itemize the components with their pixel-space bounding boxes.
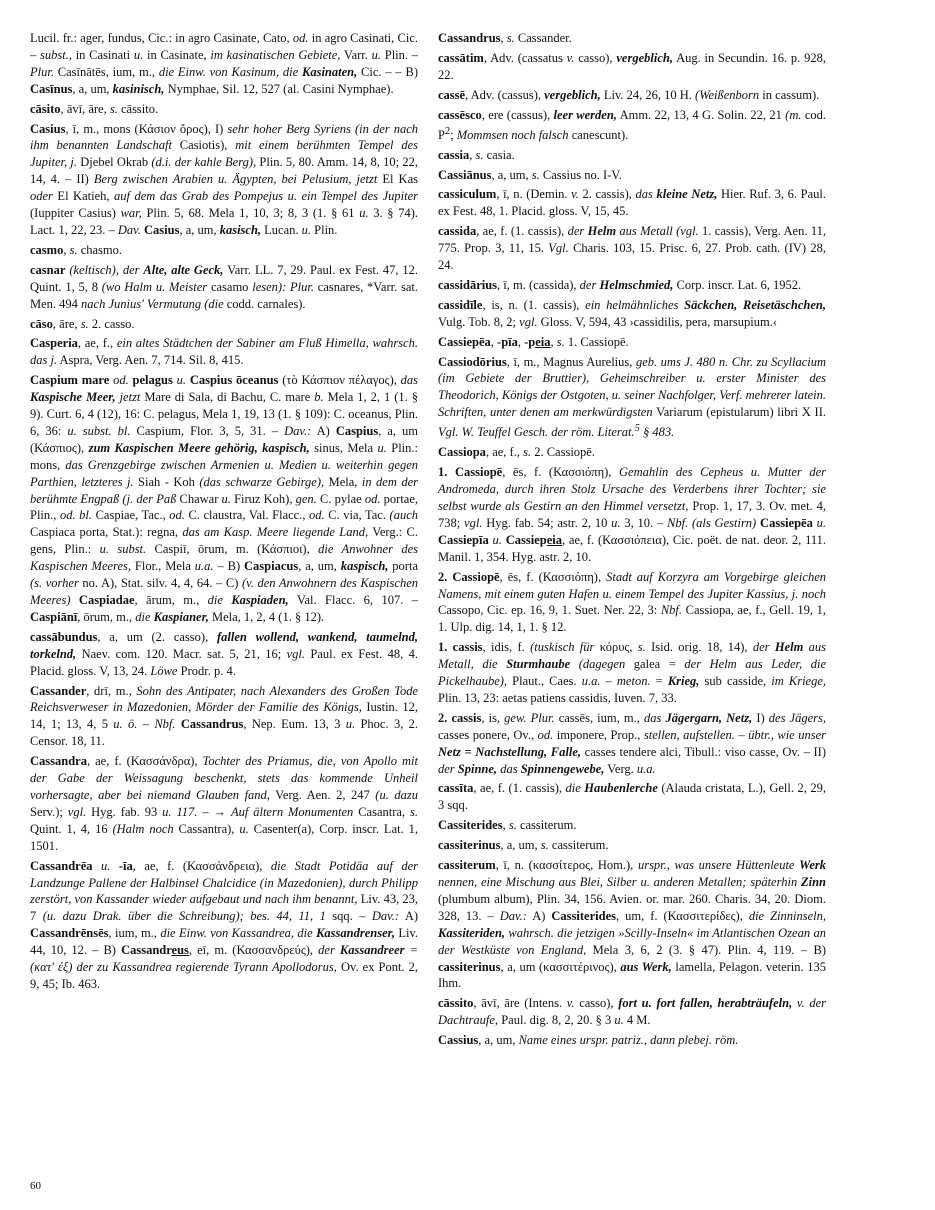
dictionary-entry: cassē, Adv. (cassus), vergeblich, Liv. 24, 26, 10 H. (Weißenborn in cassum).	[438, 87, 820, 102]
dictionary-entry: Cassandrus, s. Cassander.	[438, 31, 572, 45]
dictionary-entry: cassida, ae, f. (1. cassis), der Helm aus Metall (vgl. 1. cassis), Verg. Aen. 11, 775. Prop. 3, 11, 15. Vgl. Charis. 103, 15. Prisc. 6, 27. Prob. cath. (IV) 28, 24.	[438, 224, 826, 273]
dictionary-entry: 2. cassis, is, gew. Plur. cassēs, ium, m., das Jägergarn, Netz, I) des Jägers, casses ponere, Ov., od. imponere, Prop., stellen, aufstellen. – übtr., wie unser Netz = Nachstellung, Falle, casses tendere alci, Tibull.: viso casse, Ov. – II) der Spinne, das Spinnengewebe, Verg. u.a.	[438, 710, 826, 776]
dictionary-entry: Cassiopa, ae, f., s. 2. Cassiopē.	[438, 445, 595, 460]
right-column	[438, 30, 826, 1052]
dictionary-entry: Cassiodōrius, ī, m., Magnus Aurelius, geb. ums J. 480 n. Chr. zu Scyllacium (im Gebiete der Bruttier), Geheimschreiber u. erster Minister des Theodorich, Königs der Ostgoten, u. seiner Nachfolger, Verf. mehrerer latein. Schriften, unter denen am merkwürdigsten Variarum (epistularum) libri X II. Vgl. W. Teuffel Gesch. der röm. Literat.$^5$ § 483.	[438, 354, 826, 440]
dictionary-entry: casmo, s. chasmo.	[30, 242, 123, 257]
dictionary-entry: cassidīle, is, n. (1. cassis), ein helmähnliches Säckchen, Reisetäschchen, Vulg. Tob. 8, 2; vgl. Gloss. V, 594, 43 ›cassidilis, pera, marsupium.‹	[438, 297, 826, 329]
dictionary-entry: 1. cassis, idis, f. (tuskisch für κόρυς, s. Isid. orig. 18, 14), der Helm aus Metall, die Sturmhaube (dagegen galea = der Helm aus Leder, die Pickelhaube), Plaut., Caes. u.a. – meton. = Krieg, sub casside, im Kriege, Plin. 13, 23: aetas patiens cassidis, Iuven. 7, 33.	[438, 640, 827, 705]
dictionary-entry: Cassandra, ae, f. (Κασσάνδρα), Tochter des Priamus, die, von Apollo mit der Gabe der Weissagung beschenkt, stets das kommende Unheil vorhersagte, aber bei niemand Glauben fand, Verg. Aen. 2, 247 (u. dazu Serv.); vgl. Hyg. fab. 93 u. 117. – → Auf ältern Monumenten Casantra, s. Quint. 1, 4, 16 (Halm noch Cassantra), u. Casenter(a), Corp. inscr. Lat. 1, 1501.	[30, 754, 418, 853]
dictionary-entry: Lucil. fr.: ager, fundus, Cic.: in agro Casinate, Cato, od. in agro Casinati, Cic. – subst., in Casinati u. in Casinate, im kasinatischen Gebiete, Varr. u. Plin. – Plur. Casīnātēs, ium, m., die Einw. von Kasinum, die Kasinaten, Cic. – – B) Casīnus, a, um, kasinisch, Nymphae, Sil. 12, 527 (al. Casini Nymphae).	[30, 31, 419, 96]
left-column	[30, 30, 418, 996]
dictionary-entry: cāssito, āvī, āre (Intens. v. casso), fort u. fort fallen, herabträufeln, v. der Dachtraufe, Paul. dig. 8, 2, 20. § 3 u. 4 M.	[438, 996, 826, 1028]
dictionary-entry: Cassius, a, um, Name eines urspr. patriz., dann plebej. röm.	[438, 1033, 739, 1048]
dictionary-entry: cāso, āre, s. 2. casso.	[30, 316, 135, 331]
dictionary-entry: cassātim, Adv. (cassatus v. casso), vergeblich, Aug. in Secundin. 16. p. 928, 22.	[438, 50, 826, 82]
dictionary-entry: cassidārius, ī, m. (cassida), der Helmschmied, Corp. inscr. Lat. 6, 1952.	[438, 277, 802, 292]
dictionary-entry: Cassiepēa, -pīa, -peia, s. 1. Cassiopē.	[438, 334, 629, 349]
dictionary-entry: Caspium mare od. pelagus u. Caspius ōceanus (τὸ Κάσπιον πέλαγος), das Kaspische Meer, jetzt Mare di Sala, di Bachu, C. mare b. Mela 1, 2, 1 (1. § 9). Curt. 6, 4 (12), 16: C. pelagus, Mela 1, 19, 13 (1. § 109): C. oceanus, Plin. 6, 36: u. subst. bl. Caspium, Flor. 3, 5, 31. – Dav.: A) Caspius, a, um (Κάσπιος), zum Kaspischen Meere gehörig, kaspisch, sinus, Mela u. Plin.: mons, das Grenzgebirge zwischen Armenien u. Medien u. weiterhin gegen Parthien, letzteres j. Siah - Koh (das schwarze Gebirge), Mela, in dem der berühmte Engpaß (j. der Paß Chawar u. Firuz Koh), gen. C. pylae od. portae, Plin., od. bl. Caspiae, Tac., od. C. claustra, Val. Flacc., od. C. via, Tac. (auch Caspiaca porta, Stat.): regna, das am Kasp. Meere liegende Land, Verg.: C. gens, Plin.: u. subst. Caspiī, ōrum, m. (Κάσπιοι), die Anwohner des Kaspischen Meeres, Flor., Mela u.a. – B) Caspiacus, a, um, kaspisch, porta (s. vorher no. A), Stat. silv. 4, 4, 64. – C) (v. den Anwohnern des Kaspischen Meeres) Caspiadae, ārum, m., die Kaspiaden, Val. Flacc. 6, 107. – Caspiānī, ōrum, m., die Kaspianer, Mela, 1, 2, 4 (1. § 12).	[30, 373, 419, 624]
dictionary-entry: cassiterinus, a, um, s. cassiterum.	[438, 838, 609, 853]
dictionary-entry: casnar (keltisch), der Alte, alte Geck, Varr. LL. 7, 29. Paul. ex Fest. 47, 12. Quint. 1, 5, 8 (wo Halm u. Meister casamo lesen): Plur. casnares, *Varr. sat. Men. 494 nach Junius' Vermutung (die codd. carnales).	[30, 262, 418, 311]
dictionary-entry: cassābundus, a, um (2. casso), fallen wollend, wankend, taumelnd, torkelnd, Naev. com. 120. Macr. sat. 5, 21, 16; vgl. Paul. ex Fest. 48, 4. Placid. gloss. V, 13, 24. Löwe Prodr. p. 4.	[30, 629, 419, 678]
dictionary-entry: cassia, s. casia.	[438, 147, 515, 162]
dictionary-entry: Cassiānus, a, um, s. Cassius no. I-V.	[438, 167, 622, 182]
dictionary-entry: Cassandrēa u. -īa, ae, f. (Κασσάνδρεια), die Stadt Potidäa auf der Landzunge Pallene der Halbinsel Chalcidice (in Mazedonien), durch Philipp zerstört, von Kassander wieder aufgebaut und nach ihm benannt, Liv. 43, 23, 7 (u. dazu Drak. über die Schreibung); bes. 44, 11, 1 sqq. – Dav.: A) Cassandrēnsēs, ium, m., die Einw. von Kassandrea, die Kassandrenser, Liv. 44, 10, 12. – B) Cassandreus, eī, m. (Κασσανδρεύς), der Kassandreer = (κατ' ἐξ) der zu Kassandrea regierende Tyrann Apollodorus, Ov. ex Pont. 2, 9, 45; Ib. 463.	[30, 858, 419, 991]
dictionary-entry: cassēsco, ere (cassus), leer werden, Amm. 22, 13, 4 G. Solin. 22, 21 (m. cod. $P^2$; Mommsen noch falsch canescunt).	[438, 107, 826, 142]
dictionary-entry: Casius, ī, m., mons (Κάσιον ὄρος), I) sehr hoher Berg Syriens (in der nach ihm benannten Landschaft Casiotis), mit einem berühmten Tempel des Jupiter, j. Djebel Okrab (d.i. der kahle Berg), Plin. 5, 80. Amm. 14, 8, 10; 22, 14, 4. – II) Berg zwischen Arabien u. Ägypten, bei Pelusium, jetzt El Kas oder El Katieh, auf dem das Grab des Pompejus u. ein Tempel des Jupiter (Iuppiter Casius) war, Plin. 5, 68. Mela 1, 10, 3; 8, 3 (1. § 61 u. 3. § 74). Lact. 1, 22, 23. – Dav. Casius, a, um, kasisch, Lucan. u. Plin.	[30, 121, 419, 237]
dictionary-entry: cassiculum, ī, n. (Demin. v. 2. cassis), das kleine Netz, Hier. Ruf. 3, 6. Paul. ex Fest. 48, 1. Placid. gloss. V, 15, 45.	[438, 187, 826, 219]
dictionary-entry: cāsito, āvī, āre, s. cāssito.	[30, 101, 159, 116]
dictionary-entry: 2. Cassiopē, ēs, f. (Κασσιόπη), Stadt auf Korzyra am Vorgebirge gleichen Namens, mit einem guten Hafen u. einem Tempel des Jupiter Kassius, j. noch Cassopo, Cic. ep. 16, 9, 1. Suet. Ner. 22, 3: Nbf. Cassiopa, ae, f., Gell. 19, 1, 1. Ulp. dig. 14, 1, 1. § 12.	[438, 569, 827, 635]
dictionary-entry: Cassander, drī, m., Sohn des Antipater, nach Alexanders des Großen Tode Reichsverweser in Mazedonien, Mörder der Familie des Königs, Iustin. 12, 14, 1; 13, 4, 5 u. ö. – Nbf. Cassandrus, Nep. Eum. 13, 3 u. Phoc. 3, 2. Censor. 18, 11.	[30, 683, 419, 749]
dictionary-entry: cassiterum, ī, n. (κασσίτερος, Hom.), urspr., was unsere Hüttenleute Werk nennen, eine Mischung aus Blei, Silber u. anderen Metallen; späterhin Zinn (plumbum album), Plin. 34, 156. Avien. or. mar. 260. Charis. 34, 20. Diom. 328, 13. – Dav.: A) Cassiterides, um, f. (Κασσιτερίδες), die Zinninseln, Kassiteriden, wahrsch. die jetzigen »Scilly-Inseln« im Atlantischen Ozean an der Westküste von England, Mela 3, 6, 2 (3. § 47). Plin. 4, 119. – B) cassiterinus, a, um (κασσιτέρινος), aus Werk, lamella, Pelagon. veterin. 135 Ihm.	[438, 858, 826, 991]
dictionary-entry: cassīta, ae, f. (1. cassis), die Haubenlerche (Alauda cristata, L.), Gell. 2, 29, 3 sqq.	[438, 781, 826, 813]
dictionary-entry: 1. Cassiopē, ēs, f. (Κασσιόπη), Gemahlin des Cepheus u. Mutter der Andromeda, durch ihren Stolz Ursache des Verderbens ihrer Tochter; sie selbst wurde als Gestirn an den Himmel versetzt, Prop. 1, 17, 3. Ov. met. 4, 738; vgl. Hyg. fab. 54; astr. 2, 10 u. 3, 10. – Nbf. (als Gestirn) Cassiepēa u. Cassiepīa u. Cassiepeia, ae, f. (Κασσιόπεια), Cic. poët. de nat. deor. 2, 111. Manil. 1, 354. Hyg. astr. 2, 10.	[438, 465, 827, 564]
dictionary-entry: Casperia, ae, f., ein altes Städtchen der Sabiner am Fluß Himella, wahrsch. das j. Aspra, Verg. Aen. 7, 714. Sil. 8, 415.	[30, 336, 418, 368]
page-number: 60	[30, 1180, 41, 1192]
dictionary-entry: Cassiterides, s. cassiterum.	[438, 818, 577, 833]
